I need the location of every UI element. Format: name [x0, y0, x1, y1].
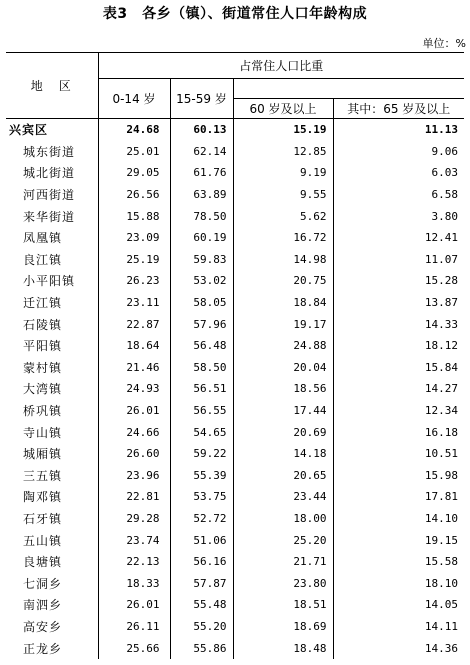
region-name-cell: 石陵镇 — [23, 317, 63, 332]
table-row — [6, 551, 464, 573]
table-row — [6, 227, 464, 249]
table-row — [6, 486, 464, 508]
age-60-plus-cell: 20.65 — [233, 465, 333, 487]
table-row — [6, 205, 464, 227]
region-name-cell: 三五镇 — [23, 468, 63, 483]
age-65-plus-cell: 15.28 — [333, 270, 464, 292]
table-row — [6, 249, 464, 271]
age-65-plus-cell: 3.80 — [333, 205, 464, 227]
region-name-cell: 城东街道 — [23, 144, 76, 159]
region-name-cell: 良江镇 — [23, 252, 63, 267]
age-65-plus-cell: 14.05 — [333, 594, 464, 616]
age-15-59-cell: 60.19 — [170, 227, 233, 249]
age-0-14-cell: 21.46 — [98, 357, 170, 379]
age-15-59-cell: 54.65 — [170, 421, 233, 443]
table-row — [6, 184, 464, 206]
age-60-plus-cell: 5.62 — [233, 205, 333, 227]
region-name-cell: 来华街道 — [23, 209, 76, 224]
table-row — [6, 594, 464, 616]
age-65-plus-cell: 15.98 — [333, 465, 464, 487]
age-15-59-cell: 63.89 — [170, 184, 233, 206]
region-name-cell: 河西街道 — [23, 188, 76, 203]
table-row — [6, 270, 464, 292]
header-age-0-14: 0-14 岁 — [98, 79, 170, 119]
table-row-total — [6, 119, 464, 141]
table-title: 表3 各乡（镇）、街道常住人口年龄构成 — [102, 6, 368, 22]
age-15-59-cell: 55.20 — [170, 616, 233, 638]
age-0-14-cell: 15.88 — [98, 205, 170, 227]
age-0-14-cell: 24.68 — [98, 119, 170, 141]
table-row — [6, 637, 464, 659]
table-header — [6, 53, 464, 119]
age-65-plus-cell: 9.06 — [333, 141, 464, 163]
age-65-plus-cell: 12.34 — [333, 400, 464, 422]
age-65-plus-cell: 15.84 — [333, 357, 464, 379]
age-15-59-cell: 57.96 — [170, 313, 233, 335]
region-name-cell: 五山镇 — [23, 533, 63, 548]
age-0-14-cell: 26.23 — [98, 270, 170, 292]
age-60-plus-cell: 18.51 — [233, 594, 333, 616]
age-15-59-cell: 62.14 — [170, 141, 233, 163]
age-0-14-cell: 26.01 — [98, 400, 170, 422]
region-name-cell: 桥巩镇 — [23, 404, 63, 419]
header-region: 地 区 — [6, 53, 98, 119]
age-65-plus-cell: 11.07 — [333, 249, 464, 271]
age-15-59-cell: 58.05 — [170, 292, 233, 314]
table-row — [6, 616, 464, 638]
region-name-cell: 小平阳镇 — [23, 274, 76, 289]
age-65-plus-cell: 14.27 — [333, 378, 464, 400]
age-15-59-cell: 58.50 — [170, 357, 233, 379]
header-age-65-plus: 其中：65 岁及以上 — [333, 99, 464, 119]
age-60-plus-cell: 18.56 — [233, 378, 333, 400]
table-row — [6, 572, 464, 594]
age-60-plus-cell: 18.84 — [233, 292, 333, 314]
table-row — [6, 141, 464, 163]
age-60-plus-cell: 21.71 — [233, 551, 333, 573]
age-15-59-cell: 51.06 — [170, 529, 233, 551]
table-row — [6, 335, 464, 357]
age-structure-table-container — [6, 52, 464, 659]
age-0-14-cell: 18.33 — [98, 572, 170, 594]
age-0-14-cell: 26.60 — [98, 443, 170, 465]
age-60-plus-cell: 14.18 — [233, 443, 333, 465]
age-60-plus-cell: 19.17 — [233, 313, 333, 335]
age-60-plus-cell: 12.85 — [233, 141, 333, 163]
header-population-share: 占常住人口比重 — [98, 53, 464, 79]
age-15-59-cell: 56.48 — [170, 335, 233, 357]
age-65-plus-cell: 15.58 — [333, 551, 464, 573]
age-15-59-cell: 59.22 — [170, 443, 233, 465]
region-name-cell: 石牙镇 — [23, 511, 63, 526]
age-15-59-cell: 56.51 — [170, 378, 233, 400]
region-name-cell: 南泗乡 — [23, 598, 63, 613]
region-name-cell: 陶邓镇 — [23, 490, 63, 505]
age-60-plus-cell: 24.88 — [233, 335, 333, 357]
region-name-cell: 兴宾区 — [9, 123, 49, 138]
table-row — [6, 313, 464, 335]
age-60-plus-cell: 25.20 — [233, 529, 333, 551]
age-0-14-cell: 26.11 — [98, 616, 170, 638]
age-60-plus-cell: 20.04 — [233, 357, 333, 379]
age-15-59-cell: 55.48 — [170, 594, 233, 616]
age-65-plus-cell: 6.03 — [333, 162, 464, 184]
age-0-14-cell: 22.13 — [98, 551, 170, 573]
age-65-plus-cell: 10.51 — [333, 443, 464, 465]
age-0-14-cell: 24.66 — [98, 421, 170, 443]
table-row — [6, 378, 464, 400]
age-15-59-cell: 61.76 — [170, 162, 233, 184]
age-60-plus-cell: 15.19 — [233, 119, 333, 141]
region-name-cell: 大湾镇 — [23, 382, 63, 397]
age-15-59-cell: 78.50 — [170, 205, 233, 227]
age-65-plus-cell: 16.18 — [333, 421, 464, 443]
age-0-14-cell: 26.56 — [98, 184, 170, 206]
header-spacer — [233, 79, 464, 99]
age-0-14-cell: 26.01 — [98, 594, 170, 616]
age-15-59-cell: 59.83 — [170, 249, 233, 271]
age-60-plus-cell: 23.44 — [233, 486, 333, 508]
table-row — [6, 400, 464, 422]
region-name-cell: 城北街道 — [23, 166, 76, 181]
table-row — [6, 529, 464, 551]
header-age-60-plus: 60 岁及以上 — [233, 99, 333, 119]
age-65-plus-cell: 14.11 — [333, 616, 464, 638]
table-row — [6, 357, 464, 379]
age-0-14-cell: 29.05 — [98, 162, 170, 184]
region-name-cell: 平阳镇 — [23, 339, 63, 354]
age-60-plus-cell: 20.75 — [233, 270, 333, 292]
age-0-14-cell: 22.87 — [98, 313, 170, 335]
age-65-plus-cell: 11.13 — [333, 119, 464, 141]
age-15-59-cell: 56.55 — [170, 400, 233, 422]
header-age-15-59: 15-59 岁 — [170, 79, 233, 119]
region-name-cell: 高安乡 — [23, 619, 63, 634]
age-0-14-cell: 23.11 — [98, 292, 170, 314]
age-0-14-cell: 25.66 — [98, 637, 170, 659]
region-name-cell: 正龙乡 — [23, 641, 63, 656]
region-name-cell: 七洞乡 — [23, 576, 63, 591]
age-15-59-cell: 53.75 — [170, 486, 233, 508]
age-0-14-cell: 25.01 — [98, 141, 170, 163]
age-0-14-cell: 18.64 — [98, 335, 170, 357]
age-60-plus-cell: 23.80 — [233, 572, 333, 594]
age-65-plus-cell: 14.36 — [333, 637, 464, 659]
region-name-cell: 凤凰镇 — [23, 231, 63, 246]
age-0-14-cell: 23.09 — [98, 227, 170, 249]
age-60-plus-cell: 18.69 — [233, 616, 333, 638]
age-structure-table — [6, 52, 464, 659]
table-row — [6, 421, 464, 443]
age-60-plus-cell: 9.19 — [233, 162, 333, 184]
region-name-cell: 蒙村镇 — [23, 360, 63, 375]
age-0-14-cell: 22.81 — [98, 486, 170, 508]
age-15-59-cell: 60.13 — [170, 119, 233, 141]
age-65-plus-cell: 14.33 — [333, 313, 464, 335]
age-65-plus-cell: 14.10 — [333, 508, 464, 530]
age-60-plus-cell: 9.55 — [233, 184, 333, 206]
table-body — [6, 119, 464, 659]
age-15-59-cell: 53.02 — [170, 270, 233, 292]
age-65-plus-cell: 18.10 — [333, 572, 464, 594]
region-name-cell: 迁江镇 — [23, 296, 63, 311]
age-60-plus-cell: 18.48 — [233, 637, 333, 659]
age-65-plus-cell: 6.58 — [333, 184, 464, 206]
age-65-plus-cell: 13.87 — [333, 292, 464, 314]
age-0-14-cell: 23.74 — [98, 529, 170, 551]
age-15-59-cell: 57.87 — [170, 572, 233, 594]
table-row — [6, 508, 464, 530]
region-name-cell: 城厢镇 — [23, 447, 63, 462]
age-65-plus-cell: 19.15 — [333, 529, 464, 551]
age-60-plus-cell: 16.72 — [233, 227, 333, 249]
age-15-59-cell: 56.16 — [170, 551, 233, 573]
age-60-plus-cell: 17.44 — [233, 400, 333, 422]
age-60-plus-cell: 18.00 — [233, 508, 333, 530]
region-name-cell: 寺山镇 — [23, 425, 63, 440]
table-row — [6, 292, 464, 314]
age-65-plus-cell: 12.41 — [333, 227, 464, 249]
age-65-plus-cell: 17.81 — [333, 486, 464, 508]
age-65-plus-cell: 18.12 — [333, 335, 464, 357]
age-0-14-cell: 29.28 — [98, 508, 170, 530]
age-60-plus-cell: 14.98 — [233, 249, 333, 271]
age-0-14-cell: 23.96 — [98, 465, 170, 487]
age-0-14-cell: 25.19 — [98, 249, 170, 271]
age-15-59-cell: 55.86 — [170, 637, 233, 659]
table-row — [6, 465, 464, 487]
age-60-plus-cell: 20.69 — [233, 421, 333, 443]
table-row — [6, 162, 464, 184]
unit-label: 单位：% — [422, 37, 466, 50]
age-15-59-cell: 52.72 — [170, 508, 233, 530]
table-row — [6, 443, 464, 465]
age-0-14-cell: 24.93 — [98, 378, 170, 400]
age-15-59-cell: 55.39 — [170, 465, 233, 487]
region-name-cell: 良塘镇 — [23, 555, 63, 570]
